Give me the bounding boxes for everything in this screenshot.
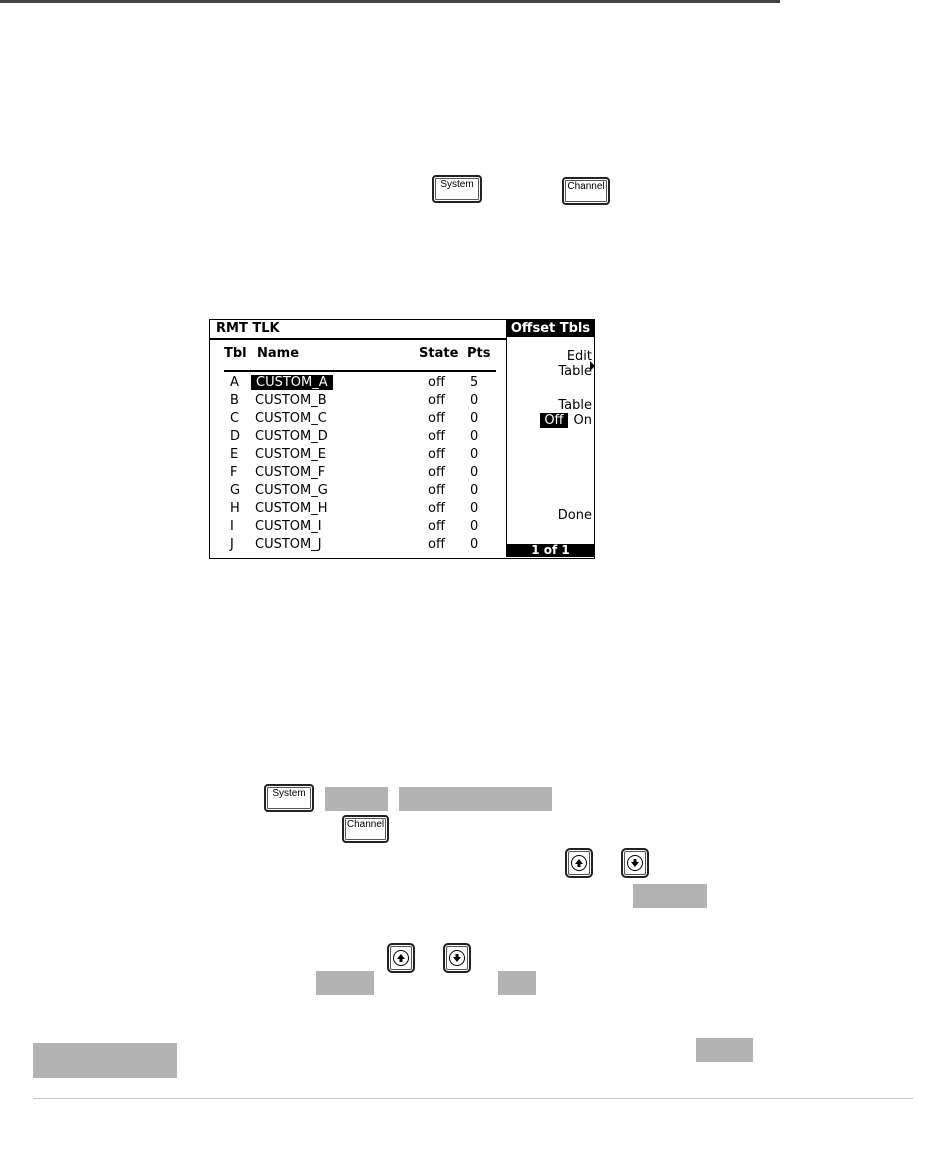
- col-header-tbl: Tbl: [224, 346, 247, 361]
- softkey-placeholder[interactable]: [633, 884, 707, 908]
- softkey-menu: [506, 320, 594, 557]
- down-arrow-key[interactable]: [621, 848, 649, 878]
- row-pts: 0: [470, 483, 479, 498]
- header-divider: [224, 370, 496, 372]
- toggle-off-option: Off: [540, 413, 567, 428]
- row-tbl: B: [230, 393, 239, 408]
- page-top-rule: [0, 0, 780, 3]
- row-name: CUSTOM_A: [251, 375, 333, 390]
- down-arrow-icon: [449, 950, 465, 966]
- row-tbl: I: [230, 519, 234, 534]
- softkey-placeholder[interactable]: [33, 1043, 177, 1078]
- system-key[interactable]: [432, 175, 482, 203]
- softkey-placeholder[interactable]: [696, 1038, 753, 1062]
- offset-tables-display: [209, 319, 595, 559]
- row-tbl: J: [230, 537, 234, 552]
- row-state: off: [428, 447, 445, 462]
- softkey-done[interactable]: Done: [557, 508, 592, 523]
- row-tbl: C: [230, 411, 240, 426]
- softkey-table-toggle[interactable]: [540, 398, 592, 428]
- row-name: CUSTOM_E: [255, 447, 326, 462]
- row-state: off: [428, 429, 445, 444]
- row-state: off: [428, 483, 445, 498]
- system-key[interactable]: [264, 784, 314, 812]
- page-footer-rule: [33, 1098, 913, 1099]
- table-row[interactable]: [210, 375, 506, 392]
- channel-key-label: Channel: [346, 819, 385, 830]
- toggle-on-option: On: [573, 413, 592, 428]
- channel-key[interactable]: [342, 815, 389, 843]
- softkey-placeholder[interactable]: [399, 787, 552, 811]
- table-row[interactable]: [210, 483, 506, 500]
- row-state: off: [428, 519, 445, 534]
- table-row[interactable]: [210, 519, 506, 536]
- table-row[interactable]: [210, 465, 506, 482]
- status-divider: [210, 338, 506, 340]
- table-row[interactable]: [210, 537, 506, 554]
- row-pts: 5: [470, 375, 479, 390]
- down-arrow-icon: [627, 855, 643, 871]
- softkey-edit-table[interactable]: [558, 349, 592, 379]
- row-tbl: H: [230, 501, 240, 516]
- row-state: off: [428, 375, 445, 390]
- softkey-placeholder[interactable]: [325, 787, 388, 811]
- row-pts: 0: [470, 393, 479, 408]
- softkey-placeholder[interactable]: [316, 971, 374, 995]
- system-key-label: System: [440, 179, 474, 190]
- table-row[interactable]: [210, 501, 506, 518]
- row-name: CUSTOM_J: [255, 537, 322, 552]
- col-header-state: State: [419, 346, 459, 361]
- row-pts: 0: [470, 465, 479, 480]
- channel-key[interactable]: [562, 177, 610, 205]
- table-row[interactable]: [210, 393, 506, 410]
- row-pts: 0: [470, 411, 479, 426]
- table-row[interactable]: [210, 447, 506, 464]
- row-pts: 0: [470, 447, 479, 462]
- submenu-arrow-icon: [590, 361, 595, 371]
- row-state: off: [428, 537, 445, 552]
- table-row[interactable]: [210, 429, 506, 446]
- row-tbl: F: [230, 465, 238, 480]
- row-name: CUSTOM_C: [255, 411, 327, 426]
- row-pts: 0: [470, 501, 479, 516]
- menu-title: Offset Tbls: [507, 320, 594, 337]
- row-tbl: D: [230, 429, 241, 444]
- down-arrow-key[interactable]: [443, 943, 471, 973]
- up-arrow-icon: [393, 950, 409, 966]
- softkey-placeholder[interactable]: [498, 971, 536, 995]
- row-tbl: A: [230, 375, 239, 390]
- row-state: off: [428, 501, 445, 516]
- row-state: off: [428, 465, 445, 480]
- edit-line1: Edit: [566, 349, 592, 364]
- row-tbl: G: [230, 483, 241, 498]
- row-pts: 0: [470, 429, 479, 444]
- row-state: off: [428, 411, 445, 426]
- row-name: CUSTOM_I: [255, 519, 322, 534]
- col-header-pts: Pts: [467, 346, 491, 361]
- row-name: CUSTOM_G: [255, 483, 328, 498]
- row-name: CUSTOM_B: [255, 393, 327, 408]
- table-toggle-label: Table: [558, 398, 592, 413]
- status-text: RMT TLK: [216, 321, 280, 336]
- row-state: off: [428, 393, 445, 408]
- channel-key-label: Channel: [567, 181, 605, 192]
- row-pts: 0: [470, 537, 479, 552]
- row-name: CUSTOM_D: [255, 429, 328, 444]
- row-pts: 0: [470, 519, 479, 534]
- system-key-label: System: [272, 788, 306, 799]
- row-name: CUSTOM_F: [255, 465, 326, 480]
- row-tbl: E: [230, 447, 239, 462]
- table-row[interactable]: [210, 411, 506, 428]
- row-name: CUSTOM_H: [255, 501, 328, 516]
- up-arrow-key[interactable]: [565, 848, 593, 878]
- up-arrow-icon: [571, 855, 587, 871]
- col-header-name: Name: [257, 346, 300, 361]
- up-arrow-key[interactable]: [387, 943, 415, 973]
- menu-page-indicator: 1 of 1: [507, 544, 594, 557]
- edit-line2: Table: [558, 364, 592, 379]
